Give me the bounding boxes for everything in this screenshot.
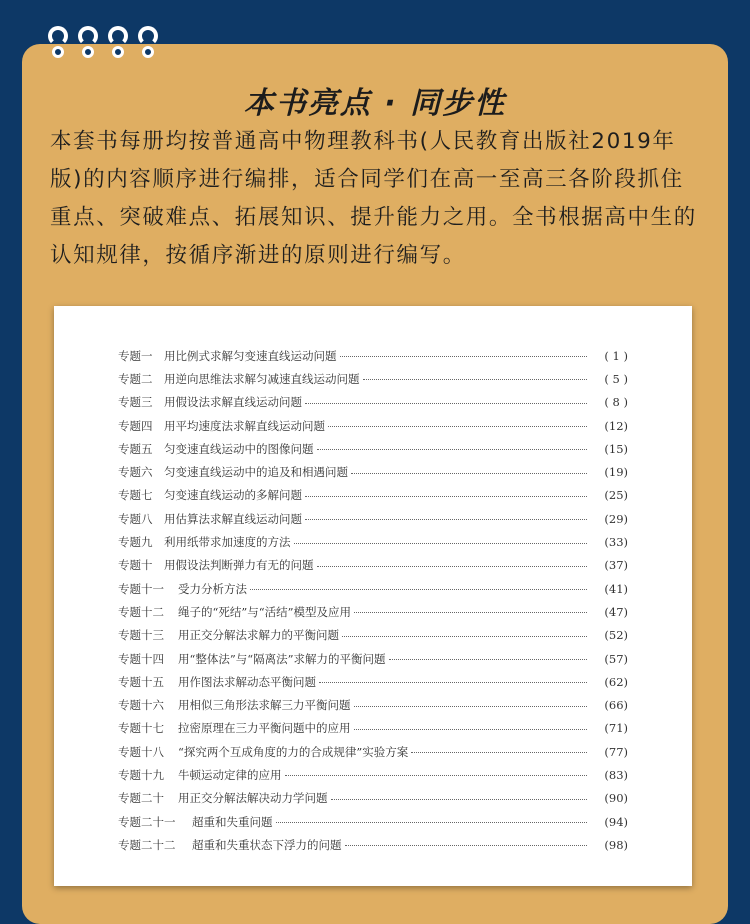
toc-topic-title: 用“整体法”与“隔离法”求解力的平衡问题 (178, 651, 386, 666)
toc-topic-title: 匀变速直线运动中的图像问题 (164, 441, 314, 456)
toc-row (118, 344, 628, 367)
toc-leader-dots (305, 519, 587, 520)
toc-topic-title: 匀变速直线运动中的追及和相遇问题 (164, 465, 348, 480)
section-heading: 本书亮点 · 同步性 (243, 86, 507, 121)
toc-leader-dots (331, 799, 588, 800)
toc-page-number: (41) (604, 581, 628, 596)
toc-page-number: (47) (604, 604, 628, 619)
toc-row (118, 670, 628, 693)
table-of-contents-page (54, 306, 692, 886)
toc-list (118, 344, 628, 857)
toc-topic-number: 专题三 (118, 395, 153, 410)
toc-row (118, 833, 628, 856)
toc-topic-title: 用作图法求解动态平衡问题 (178, 674, 316, 689)
toc-row (118, 437, 628, 460)
toc-row (118, 530, 628, 553)
toc-page-number: (12) (604, 418, 628, 433)
toc-page-number: (37) (604, 558, 628, 573)
toc-topic-title: 受力分析方法 (178, 581, 247, 596)
toc-leader-dots (328, 426, 587, 427)
binder-ring-icon (138, 26, 158, 62)
toc-page-number: (71) (604, 721, 628, 736)
toc-topic-number: 专题二十二 (118, 837, 176, 852)
toc-topic-title: 超重和失重问题 (192, 814, 273, 829)
toc-topic-title: 绳子的“死结”与“活结”模型及应用 (178, 604, 352, 619)
toc-topic-number: 专题十九 (118, 767, 164, 782)
toc-topic-title: “探究两个互成角度的力的合成规律”实验方案 (178, 744, 409, 759)
toc-topic-title: 拉密原理在三力平衡问题中的应用 (178, 721, 351, 736)
toc-row (118, 624, 628, 647)
toc-leader-dots (294, 543, 588, 544)
toc-page-number: (98) (604, 837, 628, 852)
toc-topic-number: 专题十六 (118, 698, 164, 713)
toc-leader-dots (354, 612, 587, 613)
toc-topic-number: 专题十四 (118, 651, 164, 666)
binder-rings (48, 26, 158, 62)
toc-row (118, 414, 628, 437)
toc-leader-dots (411, 752, 587, 753)
toc-page-number: (52) (604, 628, 628, 643)
toc-topic-number: 专题四 (118, 418, 153, 433)
toc-row (118, 600, 628, 623)
toc-page-number: (33) (604, 535, 628, 550)
toc-row (118, 460, 628, 483)
toc-row (118, 693, 628, 716)
toc-topic-title: 牛顿运动定律的应用 (178, 767, 282, 782)
binder-ring-icon (78, 26, 98, 62)
toc-topic-title: 用假设法判断弹力有无的问题 (164, 558, 314, 573)
toc-topic-number: 专题十 (118, 558, 153, 573)
toc-page-number: ( 8 ) (604, 395, 628, 410)
toc-topic-title: 用比例式求解匀变速直线运动问题 (164, 348, 337, 363)
toc-leader-dots (345, 845, 588, 846)
toc-topic-number: 专题一 (118, 348, 153, 363)
toc-topic-number: 专题十三 (118, 628, 164, 643)
toc-row (118, 507, 628, 530)
toc-topic-number: 专题二十一 (118, 814, 176, 829)
toc-row (118, 367, 628, 390)
toc-row (118, 810, 628, 833)
toc-topic-number: 专题五 (118, 441, 153, 456)
toc-topic-number: 专题十二 (118, 604, 164, 619)
toc-page-number: (57) (604, 651, 628, 666)
toc-topic-title: 用估算法求解直线运动问题 (164, 511, 302, 526)
toc-leader-dots (319, 682, 587, 683)
toc-leader-dots (354, 729, 588, 730)
toc-topic-title: 用相似三角形法求解三力平衡问题 (178, 698, 351, 713)
toc-topic-title: 用正交分解法求解力的平衡问题 (178, 628, 339, 643)
toc-row (118, 740, 628, 763)
toc-page-number: (94) (604, 814, 628, 829)
toc-topic-title: 用正交分解法解决动力学问题 (178, 791, 328, 806)
toc-topic-number: 专题十八 (118, 744, 164, 759)
toc-row (118, 647, 628, 670)
toc-page-number: (29) (604, 511, 628, 526)
toc-page-number: (77) (604, 744, 628, 759)
toc-page-number: (62) (604, 674, 628, 689)
toc-page-number: (25) (604, 488, 628, 503)
toc-leader-dots (342, 636, 587, 637)
toc-leader-dots (340, 356, 588, 357)
toc-row (118, 717, 628, 740)
toc-leader-dots (285, 775, 588, 776)
toc-leader-dots (317, 449, 588, 450)
toc-leader-dots (250, 589, 587, 590)
toc-row (118, 787, 628, 810)
toc-page-number: (83) (604, 767, 628, 782)
toc-page-number: (90) (604, 791, 628, 806)
intro-paragraph: 本套书每册均按普通高中物理教科书(人民教育出版社2019年版)的内容顺序进行编排，适合同学们在高一至高三各阶段抓住重点、突破难点、拓展知识、提升能力之用。全书根据高中生的认知规律，按循序渐进的原则进行编写。 (50, 129, 697, 268)
toc-topic-number: 专题十一 (118, 581, 164, 596)
toc-topic-number: 专题七 (118, 488, 153, 503)
toc-row (118, 484, 628, 507)
toc-leader-dots (354, 706, 588, 707)
toc-page-number: ( 1 ) (604, 348, 628, 363)
toc-leader-dots (317, 566, 588, 567)
toc-leader-dots (363, 379, 588, 380)
toc-topic-number: 专题八 (118, 511, 153, 526)
toc-topic-title: 用逆向思维法求解匀减速直线运动问题 (164, 371, 360, 386)
toc-page-number: (15) (604, 441, 628, 456)
toc-topic-number: 专题二 (118, 371, 153, 386)
toc-topic-title: 超重和失重状态下浮力的问题 (192, 837, 342, 852)
toc-leader-dots (305, 496, 587, 497)
toc-row (118, 577, 628, 600)
toc-row (118, 554, 628, 577)
toc-leader-dots (389, 659, 587, 660)
toc-page-number: (66) (604, 698, 628, 713)
binder-ring-icon (108, 26, 128, 62)
toc-leader-dots (305, 403, 587, 404)
toc-page-number: ( 5 ) (604, 371, 628, 386)
toc-topic-number: 专题六 (118, 465, 153, 480)
toc-topic-number: 专题十五 (118, 674, 164, 689)
toc-page-number: (19) (604, 465, 628, 480)
toc-topic-title: 用平均速度法求解直线运动问题 (164, 418, 325, 433)
toc-topic-title: 利用纸带求加速度的方法 (164, 535, 291, 550)
toc-topic-number: 专题十七 (118, 721, 164, 736)
toc-leader-dots (351, 473, 587, 474)
toc-leader-dots (276, 822, 588, 823)
binder-ring-icon (48, 26, 68, 62)
toc-topic-number: 专题二十 (118, 791, 164, 806)
toc-topic-title: 用假设法求解直线运动问题 (164, 395, 302, 410)
toc-topic-title: 匀变速直线运动的多解问题 (164, 488, 302, 503)
toc-topic-number: 专题九 (118, 535, 153, 550)
toc-row (118, 391, 628, 414)
toc-row (118, 763, 628, 786)
